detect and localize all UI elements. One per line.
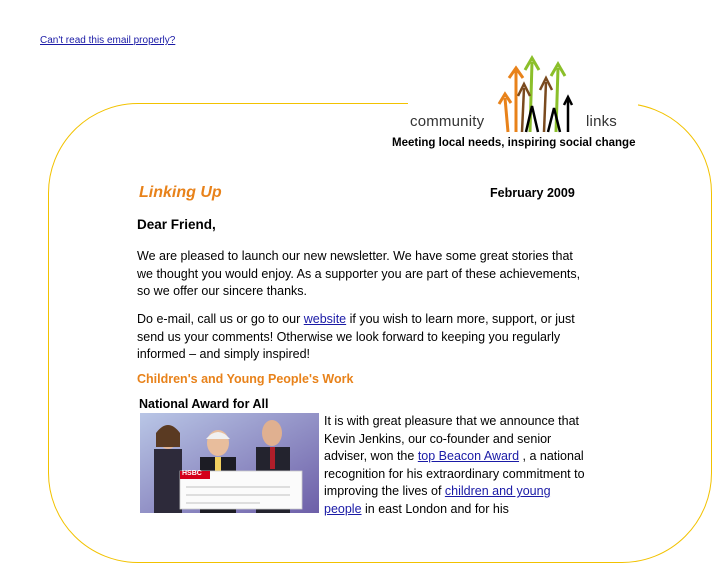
contact-text-after: if you wish to learn more, support, or just send us your comments! Otherwise we look forward to keeping you regularly informed – and simply inspired! bbox=[137, 312, 575, 361]
contact-text-before: Do e-mail, call us or go to our bbox=[137, 312, 304, 326]
cant-read-email-link[interactable]: Can't read this email properly? bbox=[40, 35, 176, 46]
website-link[interactable]: website bbox=[303, 312, 347, 326]
newsletter-title: Linking Up bbox=[139, 184, 222, 201]
logo-word-links: links bbox=[586, 113, 618, 130]
photo-banner-text: HSBC bbox=[182, 470, 202, 477]
article-title: National Award for All bbox=[139, 397, 269, 411]
section-title: Children's and Young People's Work bbox=[137, 372, 354, 386]
award-photo-image bbox=[140, 413, 319, 513]
article-body bbox=[324, 413, 586, 518]
beacon-award-link[interactable]: top Beacon Award bbox=[417, 449, 520, 463]
article-text-after: in east London and for his bbox=[361, 501, 509, 516]
newsletter-date: February 2009 bbox=[490, 186, 575, 200]
article-text-before: It is with great pleasure that we announce that Kevin Jenkins, our co-founder and senior adviser, won the bbox=[324, 414, 580, 463]
article-text-middle: , a national recognition for his extraordinary commitment to improving the lives of bbox=[324, 449, 585, 498]
logo-tagline: Meeting local needs, inspiring social change bbox=[392, 137, 636, 149]
logo-word-community: community bbox=[410, 113, 485, 130]
award-photo bbox=[140, 413, 319, 513]
contact-paragraph bbox=[137, 311, 587, 364]
logo-arrows-icon bbox=[408, 48, 638, 148]
intro-paragraph: We are pleased to launch our new newsletter. We have some great stories that we thought you would enjoy. As a supporter you are part of these achievements, so we offer our sincere thanks. bbox=[137, 249, 581, 298]
greeting: Dear Friend, bbox=[137, 217, 216, 232]
children-young-people-link[interactable]: children and young people bbox=[324, 484, 551, 516]
